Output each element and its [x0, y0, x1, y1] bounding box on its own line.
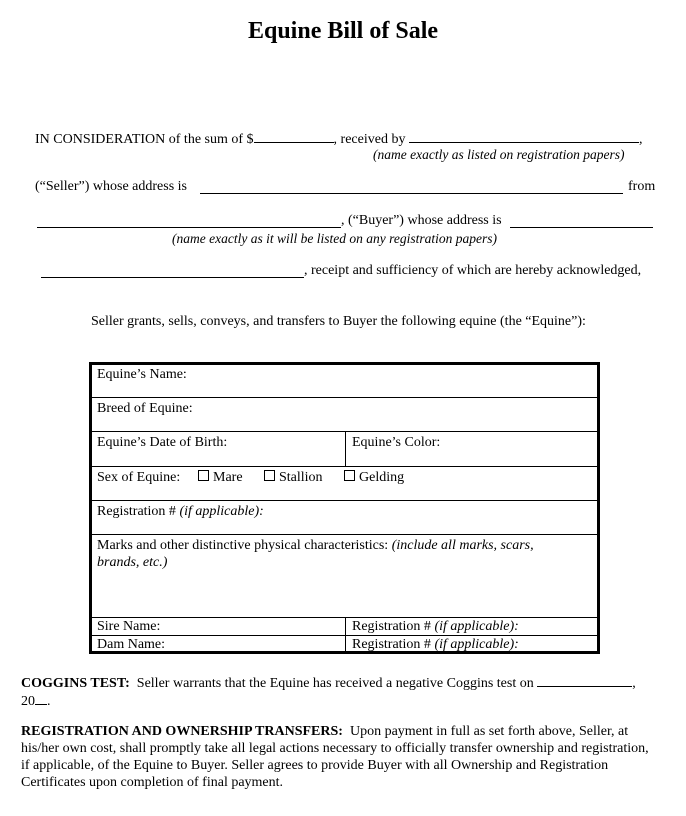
received-by-label: , received by: [333, 132, 406, 147]
coggins-text: Seller warrants that the Equine has received a negative Coggins test on: [136, 676, 534, 691]
buyer-name-note: (name exactly as it will be listed on any registration papers): [172, 231, 497, 246]
registration-line-4: Certificates upon completion of final payment.: [21, 775, 284, 790]
row-breed: [92, 398, 597, 432]
marks-label: [97, 538, 534, 554]
buyer-address-label: , (“Buyer”) whose address is: [341, 213, 502, 228]
buyer-address-continued-blank[interactable]: [41, 265, 304, 278]
comma: ,: [638, 132, 643, 147]
sire-reg-note: (if applicable):: [434, 619, 519, 634]
dam-name-label: Dam Name:: [97, 637, 166, 652]
mare-label: Mare: [213, 470, 243, 485]
registration-label: [97, 504, 264, 520]
sire-registration-label: [352, 619, 519, 635]
equine-name-label: Equine’s Name:: [97, 367, 187, 382]
stallion-option[interactable]: [264, 470, 323, 486]
stallion-label: Stallion: [279, 470, 323, 485]
breed-label: Breed of Equine:: [97, 401, 193, 416]
gelding-checkbox[interactable]: [344, 470, 355, 481]
row-marks: [92, 535, 597, 618]
sire-name-label: Sire Name:: [97, 619, 161, 634]
buyer-address-blank[interactable]: [510, 215, 653, 228]
marks-note: (include all marks, scars,: [391, 538, 534, 553]
sum-blank[interactable]: [254, 130, 334, 143]
marks-note2: brands, etc.): [97, 555, 168, 570]
marks-text: Marks and other distinctive physical characteristics:: [97, 538, 389, 553]
sire-reg-text: Registration #: [352, 619, 431, 634]
comma: ,: [632, 676, 636, 691]
seller-address-blank[interactable]: [200, 181, 623, 194]
sex-label: Sex of Equine:: [97, 470, 181, 485]
row-equine-name: [92, 365, 597, 398]
coggins-year: 20: [21, 694, 35, 709]
date-of-birth-label: Equine’s Date of Birth:: [97, 435, 228, 450]
registration-section: [21, 723, 671, 791]
if-applicable-note: (if applicable):: [179, 504, 264, 519]
stallion-checkbox[interactable]: [264, 470, 275, 481]
coggins-heading: COGGINS TEST:: [21, 676, 130, 691]
dam-registration-label: [352, 637, 519, 653]
seller-address-label: (“Seller”) whose address is: [35, 179, 188, 194]
row-sex: [92, 467, 597, 501]
gelding-label: Gelding: [359, 470, 405, 485]
coggins-section: COGGINS TEST: Seller warrants that the Equine has received a negative Coggins test on , 20 .: [21, 676, 636, 709]
dam-reg-text: Registration #: [352, 637, 431, 652]
coggins-date-blank[interactable]: [537, 674, 632, 687]
registration-line-3: if applicable, of the Equine to Buyer. Seller agrees to provide Buyer with all Ownership and Registration: [21, 758, 609, 773]
from-label: from: [628, 179, 656, 194]
coggins-year-blank[interactable]: [35, 692, 47, 705]
gelding-option[interactable]: [344, 470, 404, 486]
document-title: Equine Bill of Sale: [247, 18, 439, 44]
registration-lead: Upon payment in full as set forth above, Seller, at: [349, 724, 629, 739]
marks-note-continued: [97, 555, 167, 571]
color-label: Equine’s Color:: [352, 435, 441, 450]
seller-name-blank[interactable]: [409, 130, 639, 143]
consideration-line: [35, 130, 642, 148]
row-registration: [92, 501, 597, 535]
registration-heading: REGISTRATION AND OWNERSHIP TRANSFERS:: [21, 724, 343, 739]
divider: [345, 432, 346, 467]
consideration-label: IN CONSIDERATION of the sum of $: [35, 132, 254, 147]
equine-details-table: [89, 362, 600, 654]
grant-statement: Seller grants, sells, conveys, and transfers to Buyer the following equine (the “Equine”):: [91, 314, 586, 329]
seller-name-note: (name exactly as listed on registration papers): [373, 147, 625, 162]
divider: [345, 618, 346, 654]
mare-checkbox[interactable]: [198, 470, 209, 481]
mare-option[interactable]: [198, 470, 243, 486]
dam-reg-note: (if applicable):: [434, 637, 519, 652]
receipt-acknowledged-text: , receipt and sufficiency of which are hereby acknowledged,: [304, 263, 642, 278]
registration-line-1: [21, 723, 671, 740]
buyer-name-blank[interactable]: [37, 215, 341, 228]
registration-line-2: his/her own cost, shall promptly take all legal actions necessary to officially transfer ownership and registration,: [21, 741, 649, 756]
registration-text: Registration #: [97, 504, 176, 519]
